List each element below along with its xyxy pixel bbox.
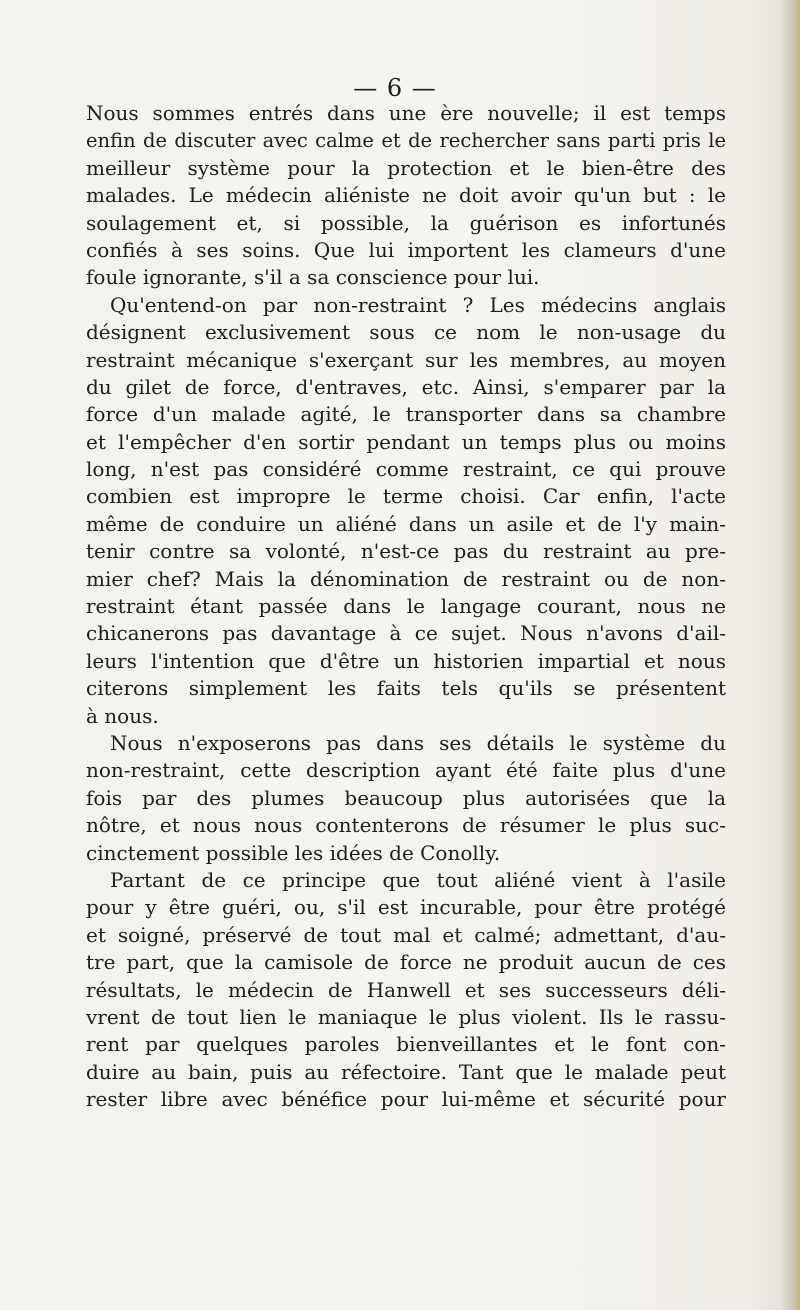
text-line: pour y être guéri, ou, s'il est incurable, pour être protégé: [86, 895, 726, 920]
text-line: chicanerons pas davantage à ce sujet. Nous n'avons d'ail-: [86, 621, 726, 646]
text-line: malades. Le médecin aliéniste ne doit avoir qu'un but : le: [86, 183, 726, 208]
text-line: désignent exclusivement sous ce nom le non-usage du: [86, 320, 726, 345]
text-line: tenir contre sa volonté, n'est-ce pas du restraint au pre-: [86, 539, 726, 564]
body-text: [86, 100, 726, 1113]
text-line: confiés à ses soins. Que lui importent les clameurs d'une: [86, 237, 726, 262]
text-line: cinctement possible les idées de Conolly.: [86, 840, 501, 865]
page-edge-shadow: [780, 0, 800, 1310]
text-line: duire au bain, puis au réfectoire. Tant que le malade peut: [86, 1059, 726, 1084]
text-line: rent par quelques paroles bienveillantes et le font con-: [86, 1032, 726, 1057]
text-line: rester libre avec bénéfice pour lui-même et sécurité pour: [86, 1087, 726, 1112]
text-line: Partant de ce principe que tout aliéné vient à l'asile: [110, 867, 726, 892]
text-line: Nous sommes entrés dans une ère nouvelle; il est temps: [86, 101, 726, 125]
text-line: fois par des plumes beaucoup plus autorisées que la: [86, 785, 726, 810]
text-line: force d'un malade agité, le transporter dans sa chambre: [86, 402, 726, 427]
text-line: du gilet de force, d'entraves, etc. Ainsi, s'emparer par la: [86, 374, 726, 399]
text-line: combien est impropre le terme choisi. Car enfin, l'acte: [86, 484, 726, 509]
text-line: vrent de tout lien le maniaque le plus violent. Ils le rassu-: [86, 1004, 726, 1029]
text-line: foule ignorante, s'il a sa conscience pour lui.: [86, 265, 540, 290]
text-line: restraint étant passée dans le langage courant, nous ne: [86, 594, 726, 619]
text-line: Qu'entend-on par non-restraint ? Les médecins anglais: [110, 292, 726, 317]
text-line: résultats, le médecin de Hanwell et ses successeurs déli-: [86, 977, 726, 1002]
text-line: nôtre, et nous nous contenterons de résumer le plus suc-: [86, 813, 726, 838]
text-line: et soigné, préservé de tout mal et calmé; admettant, d'au-: [86, 922, 726, 947]
text-line: long, n'est pas considéré comme restraint, ce qui prouve: [86, 457, 726, 482]
text-line: et l'empêcher d'en sortir pendant un temps plus ou moins: [86, 429, 726, 454]
text-line: non-restraint, cette description ayant été faite plus d'une: [86, 758, 726, 783]
text-line: leurs l'intention que d'être un historien impartial et nous: [86, 648, 726, 673]
text-line: Nous n'exposerons pas dans ses détails le système du: [110, 730, 726, 755]
text-line: à nous.: [86, 703, 159, 728]
text-line: mier chef? Mais la dénomination de restraint ou de non-: [86, 566, 726, 591]
text-line: tre part, que la camisole de force ne produit aucun de ces: [86, 950, 726, 975]
text-line: meilleur système pour la protection et le bien-être des: [86, 155, 726, 180]
page-number: — 6 —: [353, 74, 437, 102]
text-line: soulagement et, si possible, la guérison es infortunés: [86, 210, 726, 235]
text-line: citerons simplement les faits tels qu'ils se présentent: [86, 676, 726, 701]
text-line: restraint mécanique s'exerçant sur les membres, au moyen: [86, 347, 726, 372]
text-line: enfin de discuter avec calme et de rechercher sans parti pris le: [86, 129, 726, 153]
text-line: même de conduire un aliéné dans un asile et de l'y main-: [86, 511, 726, 536]
